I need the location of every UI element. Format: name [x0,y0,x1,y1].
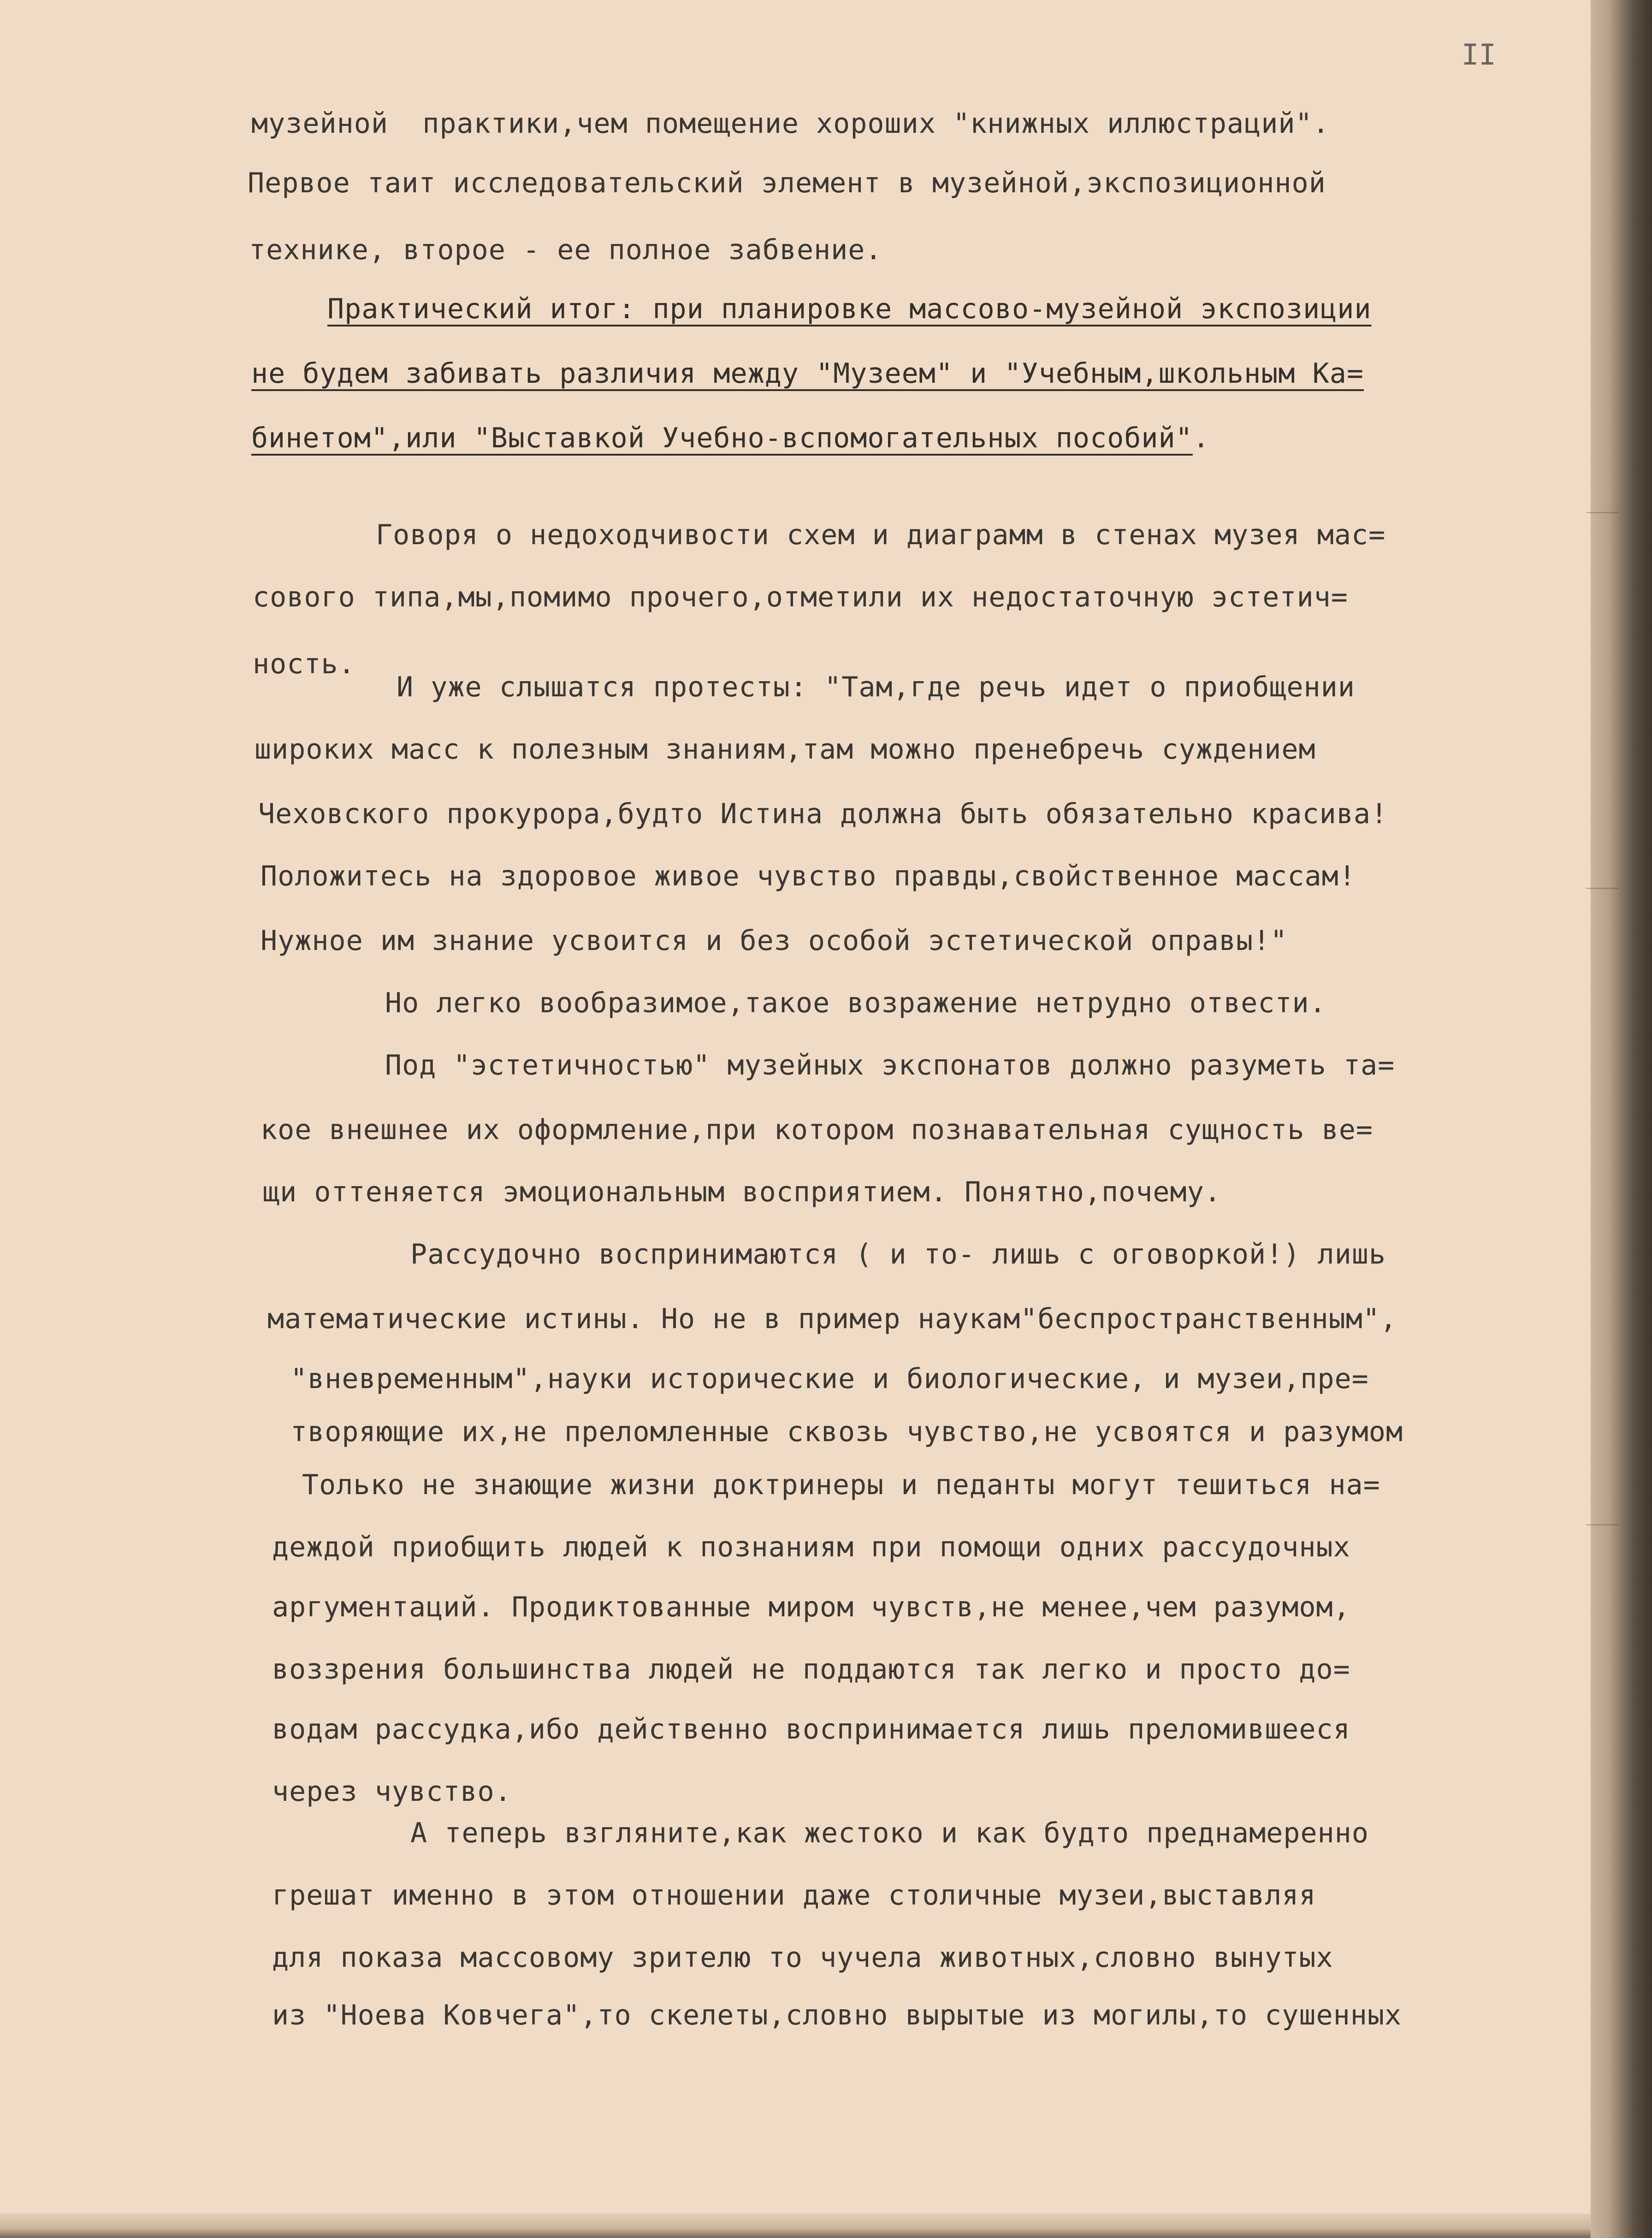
text-line-14: Нужное им знание усвоится и без особой эстетической оправы!" [261,925,1288,957]
text-line-27: водам рассудка,ибо действенно воспринимается лишь преломившееся [272,1713,1350,1745]
text-line-25: аргументаций. Продиктованные миром чувств,не менее,чем разумом, [272,1591,1350,1623]
text-line-11: широких масс к полезным знаниям,там можно пренебречь суждением [255,733,1316,766]
text-line-13: Положитесь на здоровое живое чувство правды,свойственное массам! [261,860,1356,892]
text-line-22: творяющие их,не преломленные сквозь чувство,не усвоятся и разумом [290,1416,1403,1448]
page-edge-line [1586,888,1618,889]
practical-conclusion-line-2: не будем забивать различия между "Музеем" и "Учебным,школьным Ка= [251,357,1364,390]
text-line-21: "вневременным",науки исторические и биологические, и музеи,пре= [290,1363,1369,1395]
trailing-period: . [1192,422,1210,454]
page-edge-line [1586,512,1618,513]
text-line-29: А теперь взгляните,как жестоко и как будто преднамеренно [410,1817,1369,1849]
text-line-24: деждой приобщить людей к познаниям при помощи одних рассудочных [272,1531,1350,1563]
page-edge-line [1586,1524,1618,1526]
practical-conclusion-line-1: Практический итог: при планировке массово-музейной экспозиции [327,293,1372,325]
practical-conclusion-text: бинетом",или "Выставкой Учебно-вспомогательных пособий" [251,422,1193,454]
text-line-18: щи оттеняется эмоциональным восприятием. Понятно,почему. [263,1176,1221,1208]
practical-conclusion-line-3 [251,420,1210,457]
text-line-19: Рассудочно воспринимаются ( и то- лишь с оговоркой!) лишь [410,1238,1386,1270]
text-line-12: Чеховского прокурора,будто Истина должна быть обязательно красива! [258,798,1388,830]
page-edge-shadow [1591,0,1652,2238]
text-line-7: Говоря о недоходчивости схем и диаграмм в стенах музея мас= [376,519,1386,551]
text-line-2: Первое таит исследовательский элемент в музейной,экспозиционной [248,167,1326,199]
text-line-26: воззрения большинства людей не поддаются так легко и просто до= [272,1653,1350,1686]
text-line-15: Но легко вообразимое,такое возражение нетрудно отвести. [385,987,1326,1019]
text-line-23: Только не знающие жизни доктринеры и педанты могут тешиться на= [302,1469,1380,1501]
text-line-16: Под "эстетичностью" музейных экспонатов должно разуметь та= [385,1049,1395,1081]
text-line-9: ность. [253,648,355,680]
text-line-8: сового типа,мы,помимо прочего,отметили их недостаточную эстетич= [253,581,1348,613]
text-line-1: музейной практики,чем помещение хороших "книжных иллюстраций". [251,107,1330,140]
text-line-32: из "Ноева Ковчега",то скелеты,словно вырытые из могилы,то сушенных [272,1999,1402,2031]
text-line-3: технике, второе - ее полное забвение. [249,234,882,266]
page-number: II [1462,38,1496,71]
text-line-31: для показа массовому зрителю то чучела животных,словно вынутых [272,1941,1333,1974]
text-line-30: грешат именно в этом отношении даже столичные музеи,выставляя [272,1879,1316,1912]
text-line-28: через чувство. [272,1775,512,1808]
page-bottom-edge [0,2214,1591,2238]
text-line-17: кое внешнее их оформление,при котором познавательная сущность ве= [261,1114,1373,1146]
text-line-20: математические истины. Но не в пример наукам"беспространственным", [267,1303,1397,1335]
text-line-10: И уже слышатся протесты: "Там,где речь идет о приобщении [397,671,1355,703]
